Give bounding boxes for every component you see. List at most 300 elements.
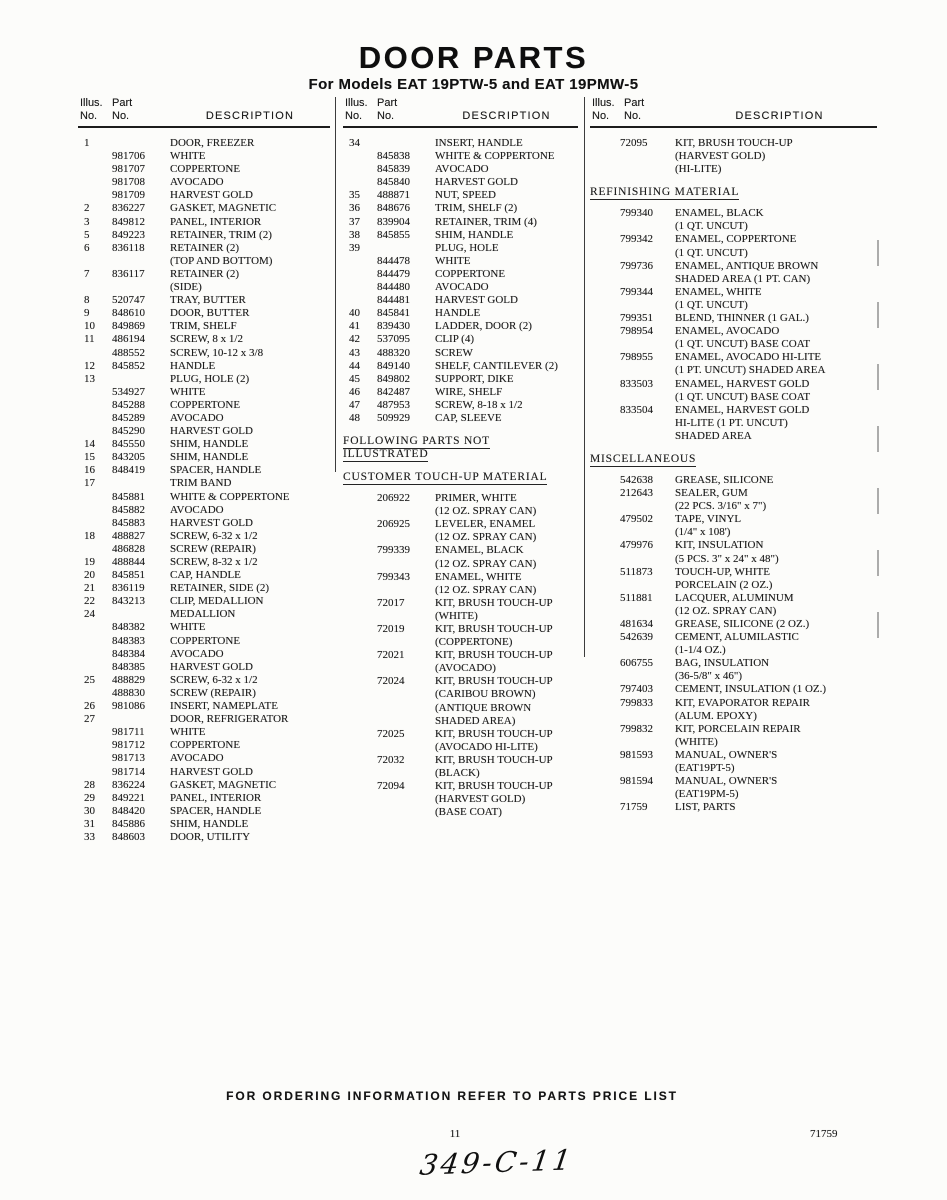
description-line: SPACER, HANDLE bbox=[170, 464, 262, 477]
description-line: SCREW, 6-32 x 1/2 bbox=[170, 529, 258, 542]
description-cell bbox=[675, 539, 877, 565]
description-line: KIT, PORCELAIN REPAIR bbox=[675, 722, 801, 735]
column-header bbox=[343, 95, 578, 128]
description-cell bbox=[170, 621, 330, 634]
description-line: KIT, EVAPORATOR REPAIR bbox=[675, 696, 810, 709]
parts-column-right bbox=[590, 95, 877, 814]
description-cell bbox=[170, 229, 330, 242]
illus-no-cell bbox=[590, 137, 620, 176]
part-no-cell: 845288 bbox=[112, 398, 145, 411]
description-line: INSERT, HANDLE bbox=[435, 137, 523, 149]
illus-no-cell bbox=[590, 631, 620, 657]
illus-no-cell: 7 bbox=[84, 267, 90, 280]
part-no-cell: 981707 bbox=[112, 163, 145, 176]
description-cell bbox=[435, 281, 578, 294]
description-line: LADDER, DOOR (2) bbox=[435, 320, 532, 333]
description-line: KIT, BRUSH TOUCH-UP bbox=[435, 649, 553, 662]
table-row bbox=[343, 360, 578, 373]
table-row bbox=[343, 268, 578, 281]
description-line: SCREW, 10-12 x 3/8 bbox=[170, 346, 264, 359]
table-row bbox=[78, 726, 330, 739]
description-line: KIT, BRUSH TOUCH-UP bbox=[435, 727, 553, 740]
illus-no-cell bbox=[590, 775, 620, 801]
table-row bbox=[78, 621, 330, 634]
table-row bbox=[343, 571, 578, 597]
description-line: KIT, BRUSH TOUCH-UP bbox=[435, 596, 553, 609]
part-no-cell: 981708 bbox=[112, 176, 145, 189]
no-header-label: No. bbox=[112, 110, 130, 122]
table-row bbox=[590, 539, 877, 565]
part-no-cell: 848382 bbox=[112, 621, 145, 634]
table-row bbox=[343, 386, 578, 399]
illus-no-cell bbox=[78, 425, 112, 438]
description-cell bbox=[435, 597, 578, 623]
description-line: WHITE bbox=[170, 621, 206, 634]
description-cell bbox=[170, 556, 330, 569]
table-row bbox=[590, 378, 877, 404]
table-row bbox=[78, 805, 330, 818]
description-line: PLUG, HOLE (2) bbox=[170, 372, 250, 385]
illus-no-cell bbox=[590, 566, 620, 592]
table-row bbox=[78, 700, 330, 713]
table-row bbox=[343, 242, 578, 255]
part-no-cell: 845855 bbox=[377, 228, 410, 241]
description-line: AVOCADO bbox=[170, 647, 224, 660]
description-line: PANEL, INTERIOR bbox=[170, 791, 262, 804]
description-line: HARVEST GOLD bbox=[170, 765, 253, 778]
part-no-cell: 848419 bbox=[112, 464, 145, 477]
illus-no-cell bbox=[78, 739, 112, 752]
table-row bbox=[343, 202, 578, 215]
part-no-cell: 845886 bbox=[112, 817, 145, 830]
part-no-cell: 849221 bbox=[112, 791, 145, 804]
illus-no-cell bbox=[343, 255, 377, 268]
description-cell bbox=[170, 582, 330, 595]
part-no-cell: 488830 bbox=[112, 686, 145, 699]
description-line: CAP, HANDLE bbox=[170, 569, 241, 582]
part-no-cell: 981711 bbox=[112, 726, 145, 739]
table-row bbox=[590, 325, 877, 351]
table-row bbox=[78, 202, 330, 215]
table-row bbox=[343, 623, 578, 649]
description-cell bbox=[435, 333, 578, 346]
part-no-cell: 849812 bbox=[112, 215, 145, 228]
table-row bbox=[78, 831, 330, 844]
description-cell bbox=[170, 451, 330, 464]
part-no-cell: 836118 bbox=[112, 241, 145, 254]
description-cell bbox=[435, 268, 578, 281]
description-line: WHITE bbox=[435, 254, 471, 267]
description-line: (HARVEST GOLD) bbox=[435, 793, 526, 806]
table-row bbox=[343, 281, 578, 294]
description-cell bbox=[170, 386, 330, 399]
table-row bbox=[78, 333, 330, 346]
description-cell bbox=[435, 360, 578, 373]
table-row bbox=[590, 801, 877, 814]
table-row bbox=[78, 556, 330, 569]
illus-no-cell bbox=[590, 749, 620, 775]
section-heading bbox=[343, 471, 578, 484]
part-no-cell: 799736 bbox=[620, 259, 653, 272]
description-cell bbox=[675, 312, 877, 325]
illus-no-cell: 26 bbox=[84, 700, 95, 713]
illus-no-cell: 25 bbox=[84, 673, 95, 686]
part-no-cell: 799832 bbox=[620, 722, 653, 735]
description-cell bbox=[170, 189, 330, 202]
description-line: LIST, PARTS bbox=[675, 801, 736, 814]
description-line: DOOR, UTILITY bbox=[170, 830, 251, 843]
table-row bbox=[78, 713, 330, 726]
illus-no-cell bbox=[78, 648, 112, 661]
illus-no-cell: 6 bbox=[84, 241, 90, 254]
description-line: TRIM BAND bbox=[170, 477, 232, 490]
part-no-cell: 488320 bbox=[377, 346, 410, 359]
description-line: PORCELAIN (2 OZ.) bbox=[675, 578, 773, 591]
table-row bbox=[78, 818, 330, 831]
description-cell bbox=[170, 412, 330, 425]
part-no-cell: 72017 bbox=[377, 596, 405, 609]
description-line: (1 QT. UNCUT) bbox=[675, 298, 748, 311]
description-cell bbox=[170, 150, 330, 163]
table-row bbox=[78, 543, 330, 556]
part-no-cell: 799833 bbox=[620, 696, 653, 709]
illus-no-cell bbox=[343, 518, 377, 544]
description-cell bbox=[170, 517, 330, 530]
description-line: (1 QT. UNCUT) bbox=[675, 246, 748, 259]
illus-no-cell bbox=[343, 571, 377, 597]
header-rule bbox=[590, 126, 877, 128]
table-row bbox=[343, 189, 578, 202]
illus-no-cell bbox=[590, 286, 620, 312]
part-no-cell: 836224 bbox=[112, 778, 145, 791]
illus-no-cell bbox=[343, 163, 377, 176]
illus-no-cell: 14 bbox=[84, 438, 95, 451]
description-line: MEDALLION bbox=[170, 608, 236, 621]
part-no-cell: 849802 bbox=[377, 372, 410, 385]
table-row bbox=[78, 189, 330, 202]
table-row bbox=[78, 766, 330, 779]
no-header-label: No. bbox=[345, 110, 363, 122]
description-line: KIT, BRUSH TOUCH-UP bbox=[435, 780, 553, 793]
illus-no-cell: 38 bbox=[349, 228, 360, 241]
illus-no-cell bbox=[343, 623, 377, 649]
description-line: TRIM, SHELF (2) bbox=[435, 202, 518, 215]
illus-no-cell bbox=[590, 325, 620, 351]
page-title: DOOR PARTS bbox=[358, 40, 589, 75]
description-cell bbox=[170, 608, 330, 621]
table-row bbox=[78, 438, 330, 451]
section-heading-label: MISCELLANEOUS bbox=[590, 452, 697, 465]
illus-no-cell: 44 bbox=[349, 359, 360, 372]
illus-no-cell bbox=[78, 504, 112, 517]
description-line: (BASE COAT) bbox=[435, 806, 502, 819]
part-no-cell: 486828 bbox=[112, 542, 145, 555]
description-cell bbox=[435, 623, 578, 649]
part-no-cell: 537095 bbox=[377, 333, 410, 346]
part-no-cell: 542638 bbox=[620, 473, 653, 486]
parts-column-middle bbox=[343, 95, 578, 819]
description-cell bbox=[170, 792, 330, 805]
description-line: HANDLE bbox=[170, 359, 216, 372]
table-row bbox=[78, 739, 330, 752]
illus-no-cell: 3 bbox=[84, 215, 90, 228]
table-row bbox=[343, 754, 578, 780]
illus-no-cell bbox=[343, 544, 377, 570]
table-row bbox=[78, 229, 330, 242]
table-row bbox=[590, 312, 877, 325]
description-cell bbox=[435, 137, 578, 150]
description-cell bbox=[435, 320, 578, 333]
table-row bbox=[78, 752, 330, 765]
table-row bbox=[343, 307, 578, 320]
description-cell bbox=[435, 242, 578, 255]
part-no-cell: 72019 bbox=[377, 623, 405, 635]
illus-no-cell bbox=[78, 687, 112, 700]
description-line: ENAMEL, ANTIQUE BROWN bbox=[675, 259, 819, 272]
illus-no-cell bbox=[343, 281, 377, 294]
description-line: ENAMEL, COPPERTONE bbox=[675, 233, 797, 246]
part-no-cell: 799342 bbox=[620, 233, 653, 246]
section-heading bbox=[590, 186, 877, 199]
illus-no-cell bbox=[343, 649, 377, 675]
part-no-cell: 488552 bbox=[112, 346, 145, 359]
illus-no-cell bbox=[78, 150, 112, 163]
table-row bbox=[343, 373, 578, 386]
description-cell bbox=[435, 728, 578, 754]
illus-no-cell bbox=[590, 683, 620, 696]
part-no-cell: 981713 bbox=[112, 752, 145, 765]
table-row bbox=[78, 504, 330, 517]
description-line: GASKET, MAGNETIC bbox=[170, 778, 277, 791]
illus-no-cell bbox=[78, 386, 112, 399]
description-cell bbox=[435, 202, 578, 215]
table-row bbox=[590, 487, 877, 513]
no-header-label: No. bbox=[80, 110, 98, 122]
description-line: SCREW, 8 x 1/2 bbox=[170, 333, 243, 346]
illus-no-cell: 36 bbox=[349, 202, 360, 215]
description-line: SCREW, 8-18 x 1/2 bbox=[435, 398, 523, 411]
illus-no-cell bbox=[343, 675, 377, 727]
description-line: WHITE bbox=[170, 385, 206, 398]
table-row bbox=[343, 229, 578, 242]
table-row bbox=[78, 792, 330, 805]
part-no-cell: 845883 bbox=[112, 516, 145, 529]
description-line: (5 PCS. 3" x 24" x 48") bbox=[675, 552, 779, 565]
part-no-cell: 844478 bbox=[377, 254, 410, 267]
description-line: LACQUER, ALUMINUM bbox=[675, 591, 794, 604]
part-no-cell: 848385 bbox=[112, 660, 145, 673]
description-line: RETAINER (2) bbox=[170, 267, 240, 280]
description-line: KIT, BRUSH TOUCH-UP bbox=[675, 137, 793, 149]
table-row bbox=[590, 697, 877, 723]
table-row bbox=[590, 683, 877, 696]
description-line: AVOCADO bbox=[170, 503, 224, 516]
description-line: ENAMEL, AVOCADO bbox=[675, 325, 780, 338]
table-row bbox=[78, 412, 330, 425]
illus-no-cell bbox=[78, 752, 112, 765]
illus-no-cell bbox=[590, 260, 620, 286]
table-row bbox=[78, 635, 330, 648]
description-cell bbox=[435, 675, 578, 727]
description-cell bbox=[170, 242, 330, 268]
part-no-cell: 981714 bbox=[112, 765, 145, 778]
table-row bbox=[78, 530, 330, 543]
description-header-label: DESCRIPTION bbox=[462, 110, 551, 122]
description-line: RETAINER, TRIM (4) bbox=[435, 215, 537, 228]
description-cell bbox=[675, 487, 877, 513]
table-row bbox=[343, 412, 578, 425]
illus-no-cell bbox=[590, 657, 620, 683]
part-no-cell bbox=[112, 713, 170, 726]
illus-no-cell bbox=[78, 399, 112, 412]
table-row bbox=[343, 780, 578, 819]
part-no-cell: 848420 bbox=[112, 804, 145, 817]
part-no-cell: 981709 bbox=[112, 189, 145, 202]
table-row bbox=[343, 675, 578, 727]
description-line: PRIMER, WHITE bbox=[435, 492, 517, 505]
part-no-cell: 844480 bbox=[377, 281, 410, 294]
description-cell bbox=[170, 530, 330, 543]
section-heading bbox=[590, 453, 877, 466]
part-no-cell: 488827 bbox=[112, 529, 145, 542]
part-no-cell: 488829 bbox=[112, 673, 145, 686]
description-cell bbox=[435, 649, 578, 675]
table-row bbox=[343, 150, 578, 163]
description-cell bbox=[435, 294, 578, 307]
description-line: SHIM, HANDLE bbox=[435, 228, 514, 241]
section-heading bbox=[343, 435, 578, 461]
part-no-cell: 486194 bbox=[112, 333, 145, 346]
description-line: SHIM, HANDLE bbox=[170, 438, 249, 451]
table-row bbox=[78, 137, 330, 150]
part-no-cell bbox=[112, 477, 170, 490]
part-no-cell: 981706 bbox=[112, 150, 145, 163]
illus-no-cell: 15 bbox=[84, 451, 95, 464]
table-row bbox=[78, 242, 330, 268]
page-number: 11 bbox=[449, 1128, 461, 1140]
part-no-cell: 488871 bbox=[377, 189, 410, 202]
description-line: SCREW bbox=[435, 346, 473, 359]
table-row bbox=[78, 451, 330, 464]
illus-no-cell bbox=[590, 513, 620, 539]
part-no-cell: 845851 bbox=[112, 569, 145, 582]
description-cell bbox=[170, 766, 330, 779]
table-row bbox=[590, 631, 877, 657]
illus-no-cell: 42 bbox=[349, 333, 360, 346]
part-no-cell: 72032 bbox=[377, 753, 405, 766]
description-cell bbox=[170, 464, 330, 477]
column-header bbox=[78, 95, 330, 128]
description-cell bbox=[170, 307, 330, 320]
no-header-label: No. bbox=[624, 110, 642, 122]
description-line: HARVEST GOLD bbox=[170, 516, 253, 529]
table-row bbox=[78, 608, 330, 621]
description-cell bbox=[170, 425, 330, 438]
description-line: (12 OZ. SPRAY CAN) bbox=[675, 604, 777, 617]
description-line: COPPERTONE bbox=[170, 739, 241, 752]
part-no-cell: 481634 bbox=[620, 618, 653, 630]
description-line: (1-1/4 OZ.) bbox=[675, 644, 726, 657]
description-line: INSERT, NAMEPLATE bbox=[170, 700, 278, 713]
illus-no-cell bbox=[590, 723, 620, 749]
part-no-cell: 842487 bbox=[377, 385, 410, 398]
document-number: 71759 bbox=[810, 1128, 838, 1140]
description-line: SCREW, 6-32 x 1/2 bbox=[170, 673, 258, 686]
illus-no-cell bbox=[78, 766, 112, 779]
description-line: NUT, SPEED bbox=[435, 189, 496, 202]
description-line: AVOCADO bbox=[170, 176, 224, 189]
description-line: COPPERTONE bbox=[170, 398, 241, 411]
page-subtitle: For Models EAT 19PTW-5 and EAT 19PMW-5 bbox=[308, 76, 639, 93]
part-no-cell: 833504 bbox=[620, 403, 653, 416]
description-cell bbox=[435, 176, 578, 189]
table-row bbox=[343, 728, 578, 754]
illus-header-label: Illus. bbox=[345, 97, 368, 109]
part-no-cell: 212643 bbox=[620, 487, 653, 500]
description-line: (EAT19PT-5) bbox=[675, 762, 735, 775]
table-row bbox=[78, 320, 330, 333]
part-no-cell: 799343 bbox=[377, 570, 410, 583]
description-line: (HI-LITE) bbox=[675, 163, 722, 176]
description-line: KIT, INSULATION bbox=[675, 539, 764, 552]
description-line: CEMENT, INSULATION (1 OZ.) bbox=[675, 683, 827, 696]
part-no-cell: 72024 bbox=[377, 675, 405, 688]
description-cell bbox=[170, 595, 330, 608]
description-cell bbox=[435, 347, 578, 360]
description-line: (12 OZ. SPRAY CAN) bbox=[435, 583, 537, 596]
handwritten-note: 349-C-11 bbox=[417, 1143, 576, 1182]
column-header bbox=[590, 95, 877, 128]
ordering-footnote: FOR ORDERING INFORMATION REFER TO PARTS PRICE LIST bbox=[226, 1089, 678, 1103]
description-line: SHIM, HANDLE bbox=[170, 451, 249, 464]
description-line: ENAMEL, HARVEST GOLD bbox=[675, 403, 810, 416]
table-row bbox=[590, 749, 877, 775]
part-no-cell: 981594 bbox=[620, 775, 653, 788]
description-cell bbox=[675, 137, 877, 176]
parts-column-left-body bbox=[78, 137, 330, 844]
table-row bbox=[78, 150, 330, 163]
part-no-cell: 981593 bbox=[620, 748, 653, 761]
illus-no-cell bbox=[343, 492, 377, 518]
table-row bbox=[78, 268, 330, 294]
table-row bbox=[343, 544, 578, 570]
illus-no-cell: 8 bbox=[84, 294, 90, 307]
table-row bbox=[590, 233, 877, 259]
part-no-cell: 534927 bbox=[112, 385, 145, 398]
description-cell bbox=[675, 513, 877, 539]
description-cell bbox=[675, 657, 877, 683]
illus-no-cell: 47 bbox=[349, 398, 360, 411]
illus-no-cell bbox=[343, 728, 377, 754]
table-row bbox=[78, 176, 330, 189]
table-row bbox=[78, 307, 330, 320]
description-line: (CARIBOU BROWN) bbox=[435, 688, 536, 701]
illus-no-cell bbox=[78, 176, 112, 189]
description-line: (COPPERTONE) bbox=[435, 636, 513, 649]
table-row bbox=[78, 386, 330, 399]
description-cell bbox=[170, 661, 330, 674]
description-line: RETAINER (2) bbox=[170, 241, 240, 254]
description-line: SHADED AREA (1 PT. CAN) bbox=[675, 272, 811, 285]
description-line: HARVEST GOLD bbox=[170, 189, 253, 202]
description-cell bbox=[675, 749, 877, 775]
description-cell bbox=[435, 229, 578, 242]
description-line: WHITE & COPPERTONE bbox=[435, 150, 555, 163]
description-cell bbox=[435, 544, 578, 570]
description-line: (WHITE) bbox=[675, 735, 718, 748]
illus-no-cell: 39 bbox=[349, 241, 360, 254]
part-no-cell: 542639 bbox=[620, 631, 653, 644]
